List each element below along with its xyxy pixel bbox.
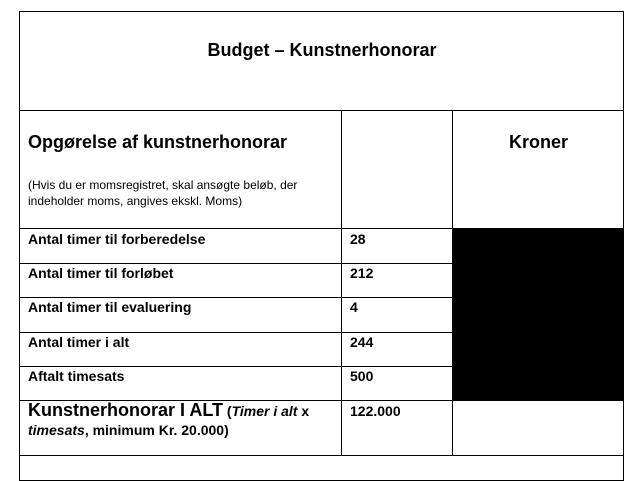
- section-heading: Opgørelse af kunstnerhonorar: [28, 132, 288, 152]
- total-value: 122.000: [350, 403, 401, 419]
- row-value-total-hours: 244: [350, 334, 374, 350]
- page-title: Budget – Kunstnerhonorar: [207, 40, 437, 60]
- divider-row-3: [19, 332, 453, 333]
- row-value-evaluation: 4: [350, 299, 358, 315]
- row-value-hourly-rate: 500: [350, 368, 374, 384]
- kroner-column-header: Kroner: [508, 132, 568, 152]
- row-label-total-hours: Antal timer i alt: [28, 334, 130, 350]
- divider-row-2: [19, 297, 453, 298]
- divider-row-1: [19, 263, 453, 264]
- total-label-rate: timesats: [28, 422, 85, 438]
- divider-col-1: [341, 110, 342, 456]
- divider-row-4: [19, 366, 453, 367]
- redacted-kroner-cells: [453, 229, 624, 401]
- row-label-evaluation: Antal timer til evaluering: [28, 299, 192, 315]
- divider-total: [19, 455, 624, 456]
- row-value-course: 212: [350, 265, 374, 281]
- total-label-times: x: [297, 403, 310, 419]
- vat-note: (Hvis du er momsregistret, skal ansøgte beløb, der indeholder moms, angives ekskl. Moms): [28, 178, 298, 208]
- row-value-preparation: 28: [350, 231, 366, 247]
- total-label-rest: , minimum Kr. 20.000): [84, 422, 229, 438]
- total-label-hours: Timer i alt: [231, 403, 298, 419]
- total-label-main: Kunstnerhonorar I ALT: [28, 400, 223, 420]
- total-label: [28, 401, 340, 440]
- row-label-hourly-rate: Aftalt timesats: [28, 368, 125, 384]
- total-label-open: (: [223, 403, 232, 419]
- row-label-preparation: Antal timer til forberedelse: [28, 231, 206, 247]
- row-label-course: Antal timer til forløbet: [28, 265, 174, 281]
- divider-title: [19, 110, 624, 111]
